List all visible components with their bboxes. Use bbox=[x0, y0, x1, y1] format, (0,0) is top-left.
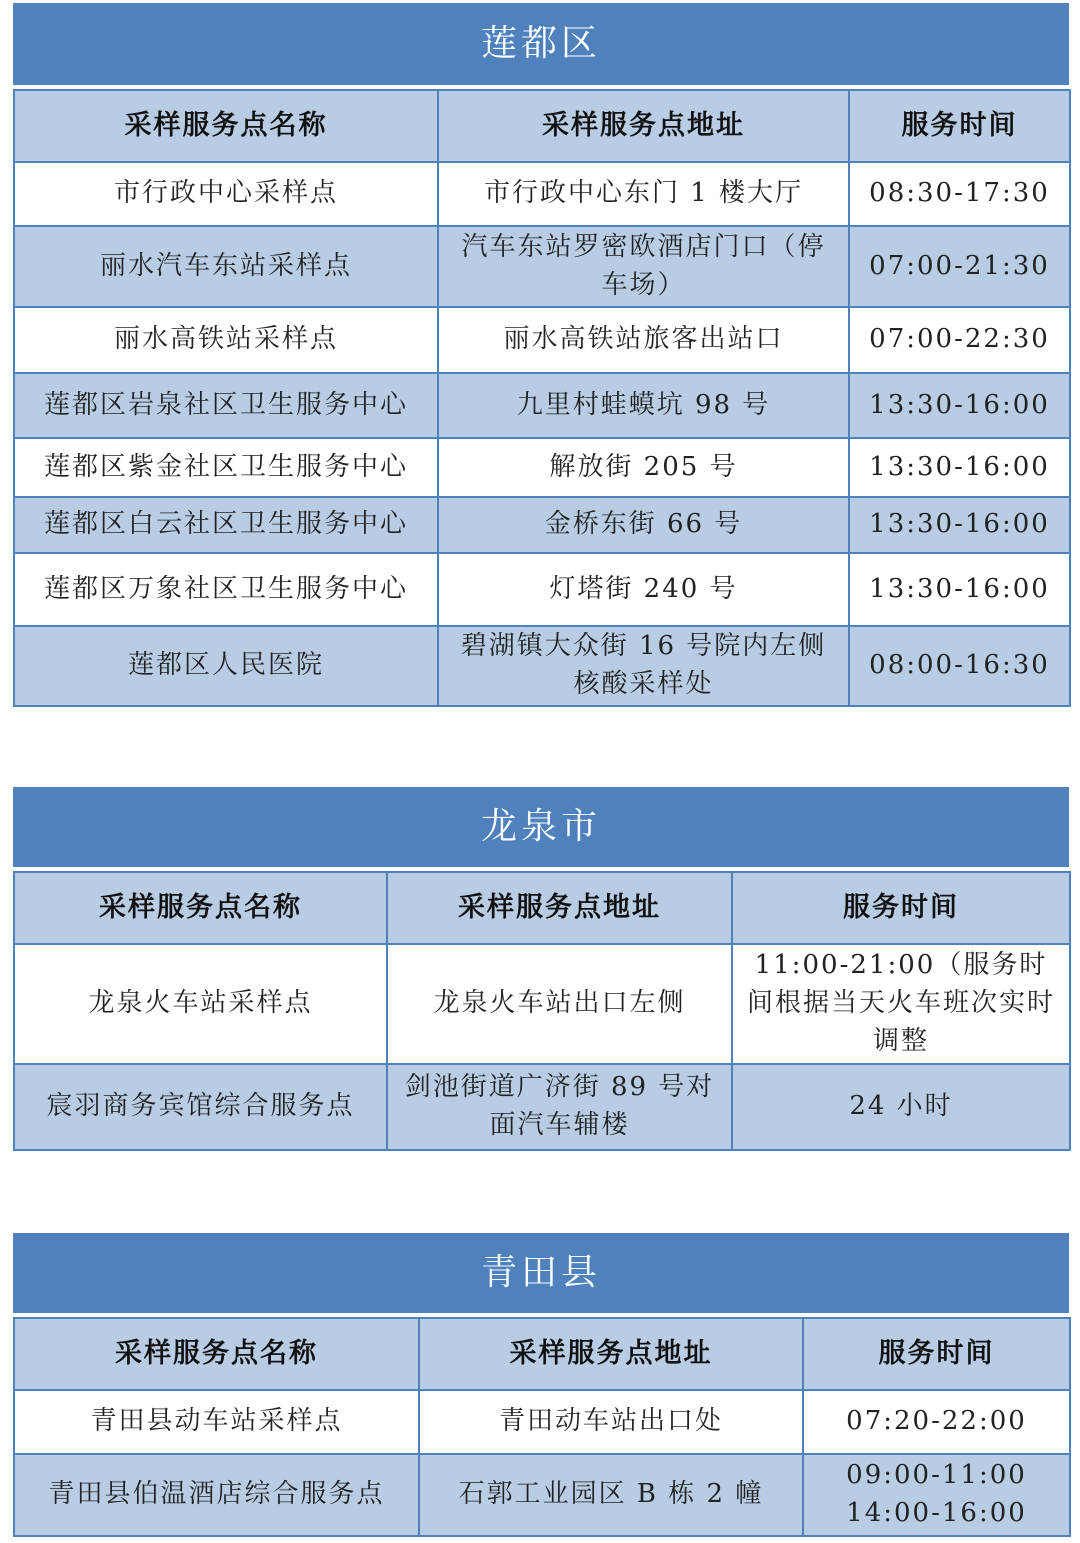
cell-name: 市行政中心采样点 bbox=[14, 162, 438, 226]
cell-address: 碧湖镇大众街 16 号院内左侧核酸采样处 bbox=[438, 626, 849, 706]
table-row bbox=[14, 1454, 1070, 1536]
cell-time: 11:00-21:00（服务时间根据当天火车班次实时调整 bbox=[732, 944, 1070, 1064]
header-name: 采样服务点名称 bbox=[14, 872, 387, 944]
cell-name: 青田县伯温酒店综合服务点 bbox=[14, 1454, 419, 1536]
table-row bbox=[14, 497, 1070, 553]
cell-address: 灯塔街 240 号 bbox=[438, 553, 849, 626]
table-header-row bbox=[14, 872, 1070, 944]
cell-address: 丽水高铁站旅客出站口 bbox=[438, 307, 849, 373]
cell-name: 莲都区人民医院 bbox=[14, 626, 438, 706]
cell-time: 08:30-17:30 bbox=[849, 162, 1070, 226]
header-address: 采样服务点地址 bbox=[419, 1318, 803, 1390]
cell-name: 丽水高铁站采样点 bbox=[14, 307, 438, 373]
table-header-row bbox=[14, 90, 1070, 162]
sampling-table-longquan bbox=[13, 871, 1071, 1151]
section-longquan bbox=[13, 787, 1069, 1151]
cell-time: 13:30-16:00 bbox=[849, 373, 1070, 438]
table-row bbox=[14, 162, 1070, 226]
section-liandu bbox=[13, 3, 1069, 707]
header-time: 服务时间 bbox=[803, 1318, 1070, 1390]
sampling-table-liandu bbox=[13, 89, 1071, 707]
header-address: 采样服务点地址 bbox=[387, 872, 732, 944]
header-time: 服务时间 bbox=[732, 872, 1070, 944]
table-row bbox=[14, 1064, 1070, 1150]
cell-name: 龙泉火车站采样点 bbox=[14, 944, 387, 1064]
table-header-row bbox=[14, 1318, 1070, 1390]
cell-time: 09:00-11:00 14:00-16:00 bbox=[803, 1454, 1070, 1536]
cell-time: 07:20-22:00 bbox=[803, 1390, 1070, 1454]
header-name: 采样服务点名称 bbox=[14, 90, 438, 162]
cell-address: 石郭工业园区 B 栋 2 幢 bbox=[419, 1454, 803, 1536]
table-row bbox=[14, 944, 1070, 1064]
section-title-bar bbox=[13, 3, 1069, 85]
cell-name: 青田县动车站采样点 bbox=[14, 1390, 419, 1454]
table-row bbox=[14, 226, 1070, 307]
table-row bbox=[14, 626, 1070, 706]
table-row bbox=[14, 373, 1070, 438]
section-title-bar bbox=[13, 787, 1069, 867]
cell-address: 汽车东站罗密欧酒店门口（停车场） bbox=[438, 226, 849, 307]
cell-name: 莲都区岩泉社区卫生服务中心 bbox=[14, 373, 438, 438]
table-row bbox=[14, 307, 1070, 373]
cell-name: 宸羽商务宾馆综合服务点 bbox=[14, 1064, 387, 1150]
cell-address: 金桥东街 66 号 bbox=[438, 497, 849, 553]
table-row bbox=[14, 553, 1070, 626]
table-row bbox=[14, 438, 1070, 497]
cell-address: 市行政中心东门 1 楼大厅 bbox=[438, 162, 849, 226]
section-title: 莲都区 bbox=[480, 23, 601, 64]
cell-name: 丽水汽车东站采样点 bbox=[14, 226, 438, 307]
header-time: 服务时间 bbox=[849, 90, 1070, 162]
cell-address: 龙泉火车站出口左侧 bbox=[387, 944, 732, 1064]
section-title: 青田县 bbox=[480, 1252, 601, 1293]
cell-time: 07:00-21:30 bbox=[849, 226, 1070, 307]
section-qingtian bbox=[13, 1233, 1069, 1537]
section-title-bar bbox=[13, 1233, 1069, 1313]
cell-address: 九里村蛙蟆坑 98 号 bbox=[438, 373, 849, 438]
cell-name: 莲都区紫金社区卫生服务中心 bbox=[14, 438, 438, 497]
cell-time: 13:30-16:00 bbox=[849, 497, 1070, 553]
cell-time: 08:00-16:30 bbox=[849, 626, 1070, 706]
cell-time: 24 小时 bbox=[732, 1064, 1070, 1150]
table-row bbox=[14, 1390, 1070, 1454]
sampling-table-qingtian bbox=[13, 1317, 1071, 1537]
header-address: 采样服务点地址 bbox=[438, 90, 849, 162]
cell-time: 13:30-16:00 bbox=[849, 553, 1070, 626]
cell-time: 13:30-16:00 bbox=[849, 438, 1070, 497]
cell-name: 莲都区万象社区卫生服务中心 bbox=[14, 553, 438, 626]
cell-time: 07:00-22:30 bbox=[849, 307, 1070, 373]
cell-address: 剑池街道广济街 89 号对面汽车辅楼 bbox=[387, 1064, 732, 1150]
cell-address: 解放街 205 号 bbox=[438, 438, 849, 497]
header-name: 采样服务点名称 bbox=[14, 1318, 419, 1390]
section-title: 龙泉市 bbox=[480, 806, 601, 847]
cell-address: 青田动车站出口处 bbox=[419, 1390, 803, 1454]
cell-name: 莲都区白云社区卫生服务中心 bbox=[14, 497, 438, 553]
